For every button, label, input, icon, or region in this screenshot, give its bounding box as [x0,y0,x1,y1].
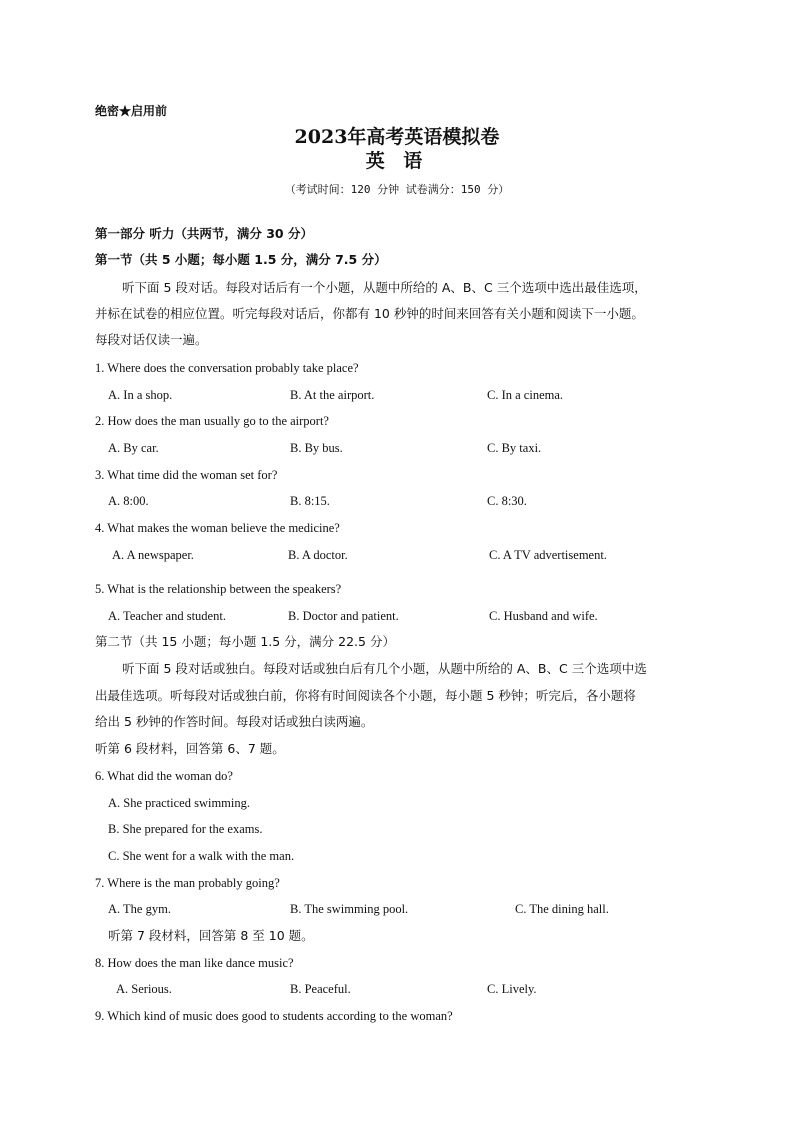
option-a: A. By car. [108,441,159,455]
question-stem: 9. Which kind of music does good to students according to the woman? [95,1009,453,1023]
option-c: C. By taxi. [487,441,542,455]
section2-instruction: 给出 5 秒钟的作答时间。每段对话或独白读两遍。 [95,714,374,729]
part1-heading: 第一部分 听力（共两节，满分 30 分） [95,226,313,241]
section2-heading: 第二节（共 15 小题；每小题 1.5 分，满分 22.5 分） [95,634,395,649]
subject-title: 英 语 [365,150,429,172]
option-b: B. By bus. [290,441,343,455]
section1-instruction: 每段对话仅读一遍。 [95,332,208,347]
question-stem: 4. What makes the woman believe the medicine? [95,521,340,535]
option-a: A. Serious. [116,982,172,996]
option-b: B. She prepared for the exams. [108,822,263,836]
option-a: A. She practiced swimming. [108,796,250,810]
option-b: B. A doctor. [288,548,348,562]
option-b: B. Doctor and patient. [288,609,399,623]
material-6-note: 听第 6 段材料，回答第 6、7 题。 [95,741,285,756]
confidential-label: 绝密★启用前 [95,104,168,118]
section2-instruction: 听下面 5 段对话或独白。每段对话或独白后有几个小题，从题中所给的 A、B、C 三个选项中选 [122,661,647,676]
question-stem: 6. What did the woman do? [95,769,233,783]
question-stem: 3. What time did the woman set for? [95,468,278,482]
section1-instruction: 并标在试卷的相应位置。听完每段对话后，你都有 10 秒钟的时间来回答有关小题和阅读下一小题。 [95,306,644,321]
section1-instruction: 听下面 5 段对话。每段对话后有一个小题，从题中所给的 A、B、C 三个选项中选出最佳选项， [122,280,647,295]
option-a: A. Teacher and student. [108,609,226,623]
question-stem: 1. Where does the conversation probably take place? [95,361,359,375]
option-a: A. The gym. [108,902,171,916]
section2-instruction: 出最佳选项。听每段对话或独白前，你将有时间阅读各个小题，每小题 5 秒钟；听完后，各小题将 [95,688,636,703]
question-stem: 8. How does the man like dance music? [95,956,294,970]
question-stem: 5. What is the relationship between the speakers? [95,582,342,596]
option-b: B. 8:15. [290,494,330,508]
option-c: C. In a cinema. [487,388,564,402]
section1-heading: 第一节（共 5 小题；每小题 1.5 分，满分 7.5 分） [95,252,387,267]
option-a: A. 8:00. [108,494,149,508]
question-stem: 2. How does the man usually go to the airport? [95,414,329,428]
option-a: A. In a shop. [108,388,173,402]
option-c: C. Husband and wife. [489,609,598,623]
option-c: C. She went for a walk with the man. [108,849,295,863]
option-a: A. A newspaper. [112,548,194,562]
exam-title: 2023年高考英语模拟卷 [294,126,500,148]
option-b: B. Peaceful. [290,982,351,996]
option-c: C. A TV advertisement. [489,548,607,562]
option-c: C. The dining hall. [515,902,609,916]
exam-note: （考试时间：120 分钟 试卷满分：150 分） [284,183,510,196]
option-b: B. At the airport. [290,388,375,402]
option-b: B. The swimming pool. [290,902,409,916]
option-c: C. 8:30. [487,494,527,508]
question-stem: 7. Where is the man probably going? [95,876,280,890]
option-c: C. Lively. [487,982,537,996]
material-7-note: 听第 7 段材料，回答第 8 至 10 题。 [108,928,314,943]
